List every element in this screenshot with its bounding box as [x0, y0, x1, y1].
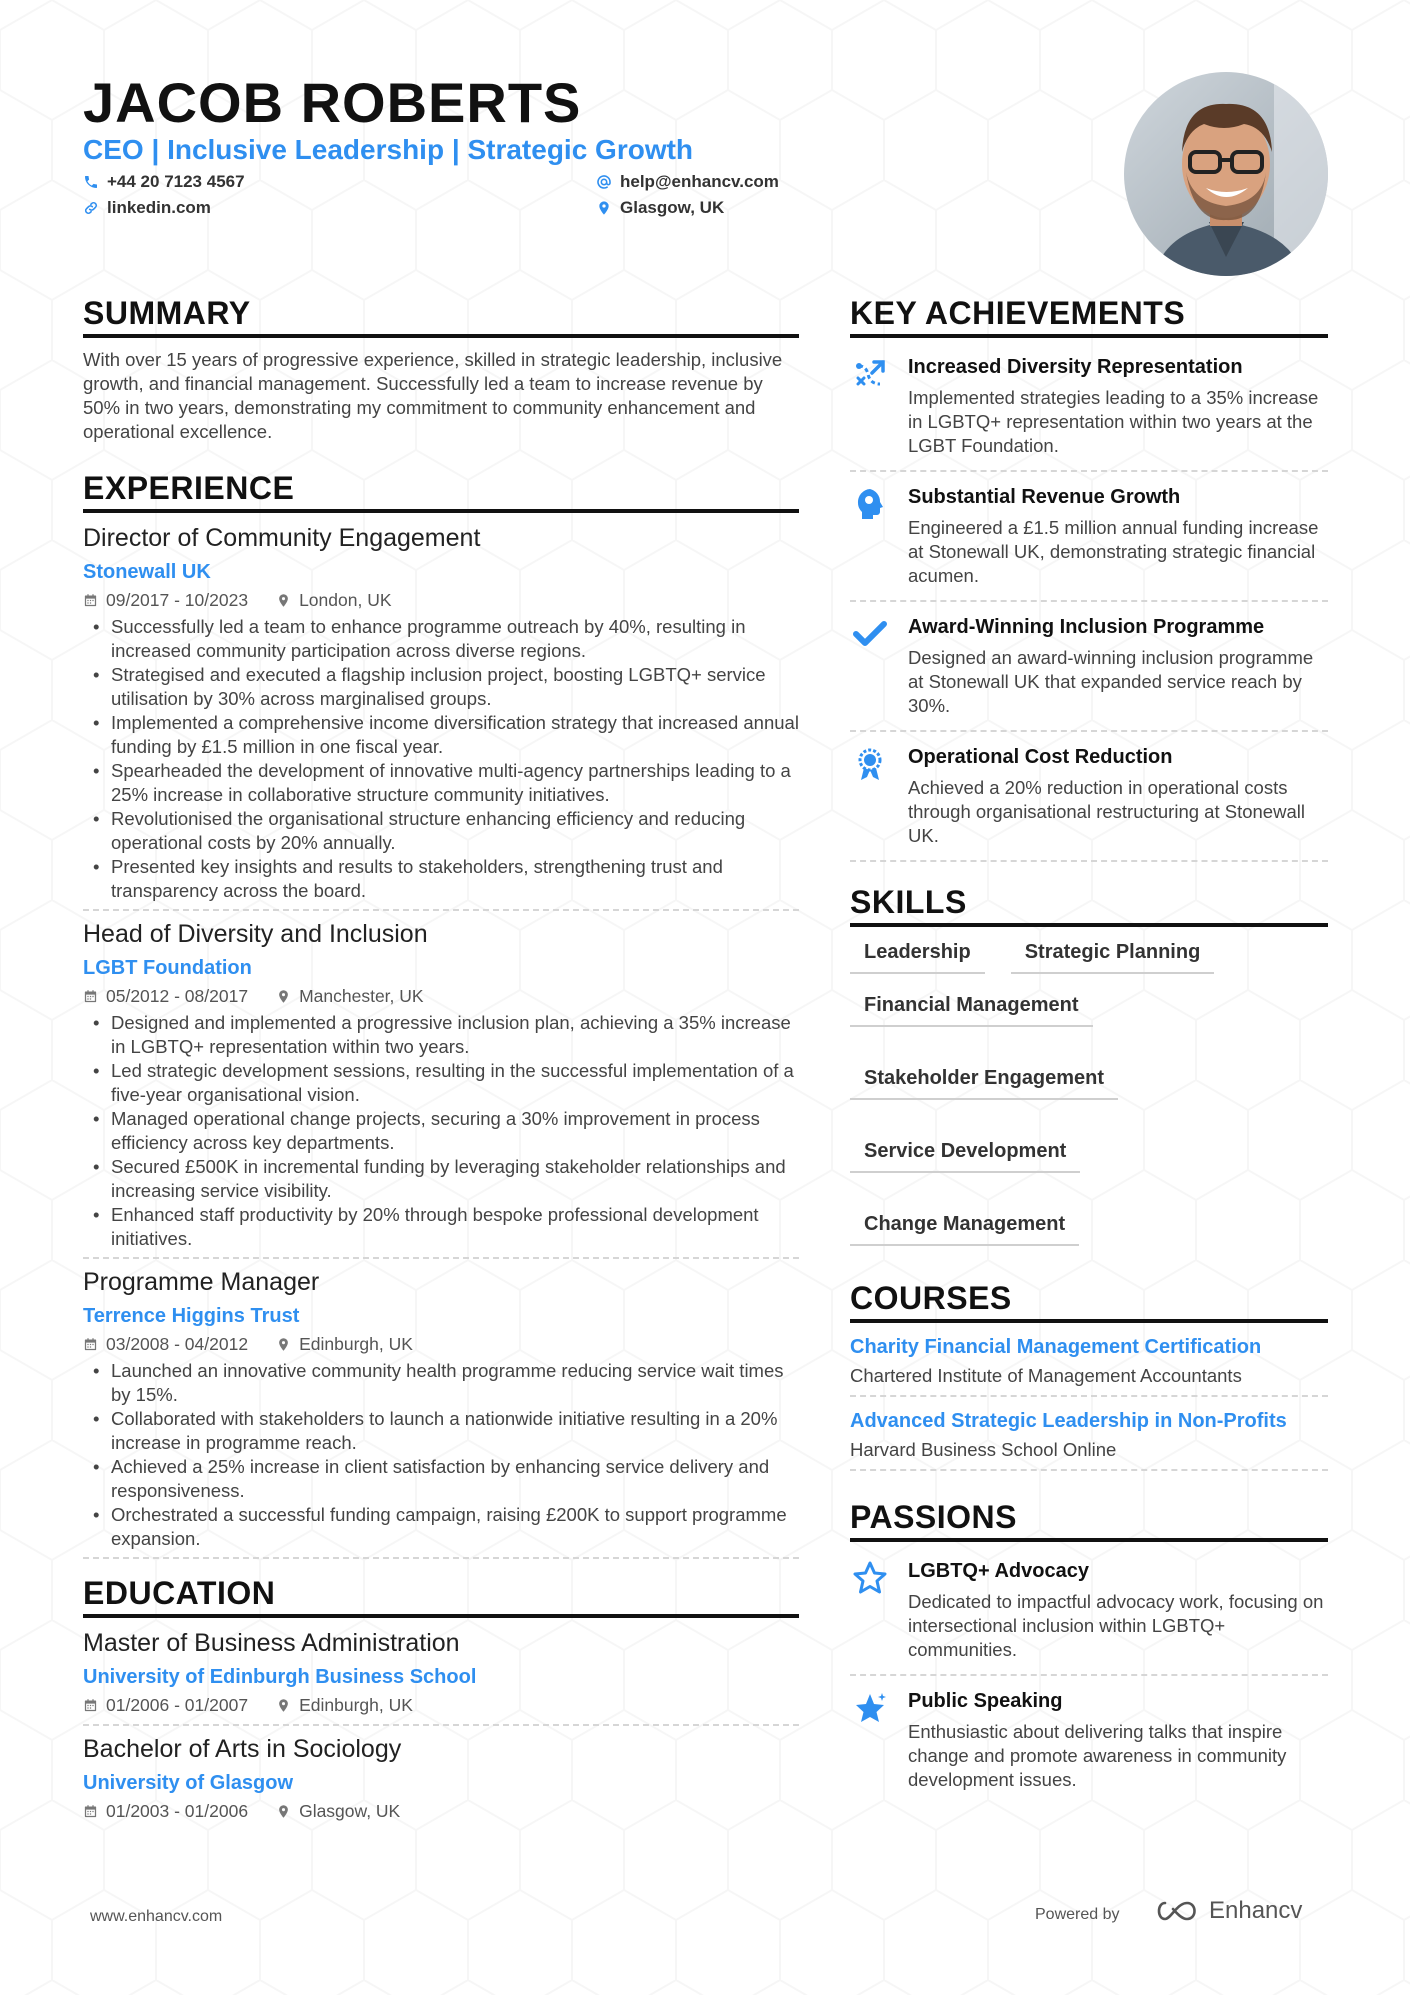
skill-tag: Stakeholder Engagement — [850, 1067, 1118, 1100]
education-dates: 01/2003 - 01/2006 — [83, 1800, 248, 1822]
school-name: University of Edinburgh Business School — [83, 1666, 477, 1688]
phone-icon — [83, 174, 99, 190]
degree-title: Master of Business Administration — [83, 1629, 460, 1657]
job-dates: 03/2008 - 04/2012 — [83, 1333, 248, 1355]
company-name: Terrence Higgins Trust — [83, 1305, 300, 1327]
achievement-item — [850, 478, 1328, 602]
skills-heading: SKILLS — [850, 884, 1328, 927]
company-name: LGBT Foundation — [83, 957, 252, 979]
list-item: • Presented key insights and results to stakeholders, strengthening trust and transparency across the board. — [83, 855, 799, 903]
job-location: London, UK — [276, 589, 391, 611]
achievement-title: Award-Winning Inclusion Programme — [908, 616, 1265, 638]
skill-tag: Financial Management — [850, 994, 1093, 1027]
star-sparkle-icon — [850, 1688, 890, 1792]
contact-email[interactable] — [596, 172, 779, 192]
job-bullets — [83, 1359, 799, 1551]
experience-entry — [83, 919, 799, 1259]
passion-title: Public Speaking — [908, 1690, 1063, 1712]
list-item: • Secured £500K in incremental funding by leveraging stakeholder relationships and increasing service visibility. — [83, 1155, 799, 1203]
education-heading: EDUCATION — [83, 1575, 799, 1618]
passion-desc: Enthusiastic about delivering talks that inspire change and promote awareness in community development issues. — [908, 1721, 1287, 1790]
education-entry — [83, 1628, 799, 1726]
profile-photo — [1124, 72, 1328, 276]
job-title: Programme Manager — [83, 1268, 320, 1296]
location-text: Glasgow, UK — [620, 198, 725, 217]
summary-heading: SUMMARY — [83, 295, 799, 338]
list-item: • Orchestrated a successful funding campaign, raising £200K to support programme expansion. — [83, 1503, 799, 1551]
link-icon — [83, 200, 99, 216]
location-pin-icon — [276, 593, 291, 608]
school-name: University of Glasgow — [83, 1772, 294, 1794]
course-title: Advanced Strategic Leadership in Non-Profits — [850, 1410, 1287, 1432]
path-arrow-icon — [850, 354, 890, 458]
footer-website-link[interactable]: www.enhancv.com — [90, 1908, 223, 1925]
achievement-desc: Achieved a 20% reduction in operational costs through organisational restructuring at Stonewall UK. — [908, 777, 1305, 846]
education-location: Edinburgh, UK — [276, 1694, 413, 1716]
linkedin-text: linkedin.com — [107, 198, 211, 217]
course-provider: Chartered Institute of Management Accountants — [850, 1365, 1242, 1386]
location-pin-icon — [276, 1337, 291, 1352]
at-sign-icon — [596, 174, 612, 190]
achievement-desc: Designed an award-winning inclusion programme at Stonewall UK that expanded service reach by 30%. — [908, 647, 1314, 716]
course-provider: Harvard Business School Online — [850, 1439, 1117, 1460]
achievement-desc: Implemented strategies leading to a 35% increase in LGBTQ+ representation within two years at the LGBT Foundation. — [908, 387, 1319, 456]
location-pin-icon — [596, 200, 612, 216]
skill-tag: Change Management — [850, 1213, 1079, 1246]
skill-tag: Leadership — [850, 941, 985, 974]
experience-entry — [83, 1267, 799, 1559]
candidate-name: JACOB ROBERTS — [83, 71, 582, 134]
skills-list — [850, 941, 1328, 1246]
passion-item — [850, 1682, 1328, 1804]
calendar-icon — [83, 1698, 98, 1713]
list-item: • Collaborated with stakeholders to launch a nationwide initiative resulting in a 20% increase in programme reach. — [83, 1407, 799, 1455]
head-icon — [850, 484, 890, 588]
skill-tag: Strategic Planning — [1011, 941, 1215, 974]
contact-linkedin[interactable] — [83, 198, 211, 218]
job-bullets — [83, 615, 799, 903]
achievement-desc: Engineered a £1.5 million annual funding increase at Stonewall UK, demonstrating strategic financial acumen. — [908, 517, 1319, 586]
phone-text: +44 20 7123 4567 — [107, 172, 245, 191]
course-title: Charity Financial Management Certification — [850, 1336, 1262, 1358]
achievement-item — [850, 608, 1328, 732]
job-meta — [83, 985, 799, 1007]
degree-title: Bachelor of Arts in Sociology — [83, 1735, 402, 1763]
job-bullets — [83, 1011, 799, 1251]
calendar-icon — [83, 1804, 98, 1819]
achievement-title: Increased Diversity Representation — [908, 356, 1243, 378]
experience-entry — [83, 523, 799, 911]
enhancv-brand-text: Enhancv — [1209, 1897, 1303, 1924]
summary-text: With over 15 years of progressive experience, skilled in strategic leadership, inclusive growth, and financial management. Successfully led a team to increase revenue by 50% in two years, demonstrating my commitment to community enhancement and operational excellence. — [83, 349, 783, 442]
list-item: • Strategised and executed a flagship inclusion project, boosting LGBTQ+ service utilisation by 30% across marginalised groups. — [83, 663, 799, 711]
footer-powered-by: Powered by — [1035, 1906, 1120, 1923]
job-title: Director of Community Engagement — [83, 524, 481, 552]
contact-location — [596, 198, 724, 218]
passion-desc: Dedicated to impactful advocacy work, focusing on intersectional inclusion within LGBTQ+ communities. — [908, 1591, 1324, 1660]
list-item: • Launched an innovative community health programme reducing service wait times by 15%. — [83, 1359, 799, 1407]
infinity-logo-icon — [1153, 1899, 1201, 1923]
calendar-icon — [83, 1337, 98, 1352]
location-pin-icon — [276, 1698, 291, 1713]
candidate-tagline: CEO | Inclusive Leadership | Strategic Growth — [83, 134, 694, 165]
list-item: • Spearheaded the development of innovative multi-agency partnerships leading to a 25% increase in collaborative structure community initiatives. — [83, 759, 799, 807]
job-dates: 09/2017 - 10/2023 — [83, 589, 248, 611]
skill-tag: Service Development — [850, 1140, 1080, 1173]
contact-phone[interactable] — [83, 172, 245, 192]
email-text: help@enhancv.com — [620, 172, 779, 191]
course-item — [850, 1407, 1328, 1471]
list-item: • Revolutionised the organisational structure enhancing efficiency and reducing operational costs by 20% annually. — [83, 807, 799, 855]
passion-title: LGBTQ+ Advocacy — [908, 1560, 1089, 1582]
education-meta — [83, 1800, 799, 1822]
location-pin-icon — [276, 989, 291, 1004]
passions-heading: PASSIONS — [850, 1499, 1328, 1542]
education-location: Glasgow, UK — [276, 1800, 400, 1822]
award-ribbon-icon — [850, 744, 890, 848]
right-column — [850, 295, 1328, 1810]
job-title: Head of Diversity and Inclusion — [83, 920, 428, 948]
checkmark-icon — [850, 614, 890, 718]
job-meta — [83, 589, 799, 611]
achievements-heading: KEY ACHIEVEMENTS — [850, 295, 1328, 338]
list-item: • Designed and implemented a progressive inclusion plan, achieving a 35% increase in LGBTQ+ representation within two years. — [83, 1011, 799, 1059]
job-location: Edinburgh, UK — [276, 1333, 413, 1355]
star-outline-icon — [850, 1558, 890, 1662]
course-item — [850, 1333, 1328, 1397]
location-pin-icon — [276, 1804, 291, 1819]
achievement-title: Operational Cost Reduction — [908, 746, 1173, 768]
list-item: • Successfully led a team to enhance programme outreach by 40%, resulting in increased community participation across diverse regions. — [83, 615, 799, 663]
experience-heading: EXPERIENCE — [83, 470, 799, 513]
job-dates: 05/2012 - 08/2017 — [83, 985, 248, 1007]
calendar-icon — [83, 989, 98, 1004]
list-item: • Implemented a comprehensive income diversification strategy that increased annual funding by £1.5 million in one fiscal year. — [83, 711, 799, 759]
list-item: • Led strategic development sessions, resulting in the successful implementation of a five-year organisational vision. — [83, 1059, 799, 1107]
calendar-icon — [83, 593, 98, 608]
achievement-item — [850, 348, 1328, 472]
education-dates: 01/2006 - 01/2007 — [83, 1694, 248, 1716]
list-item: • Achieved a 25% increase in client satisfaction by enhancing service delivery and responsiveness. — [83, 1455, 799, 1503]
passion-item — [850, 1552, 1328, 1676]
enhancv-logo[interactable] — [1153, 1897, 1302, 1925]
job-location: Manchester, UK — [276, 985, 424, 1007]
education-entry — [83, 1734, 799, 1830]
list-item: • Enhanced staff productivity by 20% through bespoke professional development initiatives. — [83, 1203, 799, 1251]
achievement-item — [850, 738, 1328, 862]
courses-heading: COURSES — [850, 1280, 1328, 1323]
education-meta — [83, 1694, 799, 1716]
job-meta — [83, 1333, 799, 1355]
company-name: Stonewall UK — [83, 561, 211, 583]
achievement-title: Substantial Revenue Growth — [908, 486, 1181, 508]
left-column — [83, 295, 799, 1838]
list-item: • Managed operational change projects, securing a 30% improvement in process efficiency across key departments. — [83, 1107, 799, 1155]
